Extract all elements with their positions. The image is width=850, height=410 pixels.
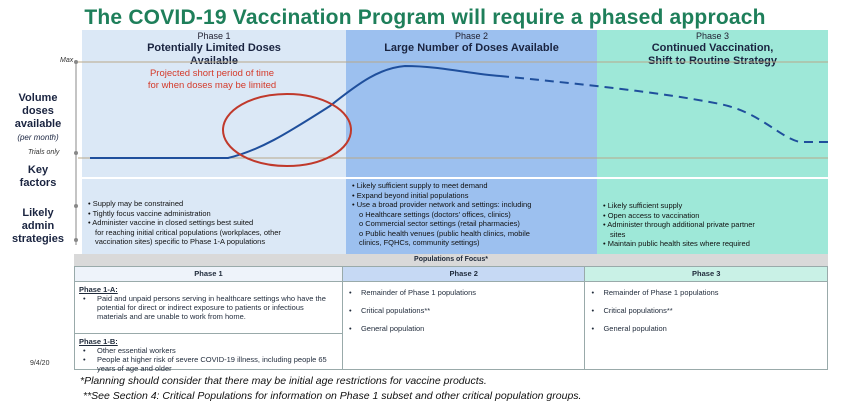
projection-note bbox=[112, 68, 312, 92]
phase-1-heading-line1: Potentially Limited Doses bbox=[147, 42, 281, 54]
pop-col-phase-3: Phase 3 bbox=[585, 267, 828, 282]
supply-curve-dashed bbox=[500, 76, 828, 142]
projection-note-line2: for when doses may be limited bbox=[147, 80, 277, 91]
phase-1b-item-1: • Other essential workers bbox=[79, 346, 336, 355]
phase-1-strategy-1: • Supply may be constrained bbox=[88, 199, 184, 208]
phase-1b-title: Phase 1-B: bbox=[79, 337, 118, 346]
phase-3-strategy-5: • Maintain public health sites where required bbox=[603, 239, 750, 248]
axis-max-label: Max bbox=[60, 57, 74, 64]
phase-1-strategy-2: • Tightly focus vaccine administration bbox=[88, 208, 211, 218]
phase-2-label: Phase 2 bbox=[454, 31, 489, 41]
phase-3-strategies bbox=[603, 201, 755, 249]
populations-header-row bbox=[75, 267, 828, 282]
pop-phase-2-cell bbox=[342, 282, 585, 370]
key-factors-label bbox=[6, 164, 70, 190]
axis-dot-max bbox=[74, 60, 78, 64]
phase-3-strategy-1: • Likely sufficient supply bbox=[603, 201, 683, 210]
volume-label bbox=[6, 92, 70, 144]
phase-2-pop-2: • Critical populations** bbox=[361, 306, 581, 315]
phase-1b-block bbox=[75, 334, 342, 373]
axis-trials-label: Trials only bbox=[28, 149, 60, 156]
phase-2-strategies bbox=[352, 181, 531, 248]
admin-strategies-label bbox=[6, 207, 70, 246]
phase-1-label: Phase 1 bbox=[197, 31, 231, 41]
key-factors-line2: factors bbox=[19, 177, 57, 189]
axis-dot-admin bbox=[74, 238, 78, 242]
phase-1-strategies bbox=[88, 199, 281, 247]
axis-dot-key bbox=[74, 204, 78, 208]
populations-body-row bbox=[75, 282, 828, 370]
phase-2-heading-line1: Large Number of Doses Available bbox=[384, 42, 559, 54]
phase-1-strategy-3: • Administer vaccine in closed settings best suited bbox=[88, 218, 254, 227]
phase-2-strategy-2: • Expand beyond initial populations bbox=[352, 190, 469, 200]
pop-col-phase-2: Phase 2 bbox=[342, 267, 585, 282]
phase-3-strategy-2: • Open access to vaccination bbox=[603, 210, 700, 220]
volume-label-line2: doses bbox=[22, 105, 54, 117]
footnote-2: **See Section 4: Critical Populations for information on Phase 1 subset and other critical population groups. bbox=[83, 390, 582, 402]
page-title: The COVID-19 Vaccination Program will require a phased approach bbox=[84, 6, 766, 29]
footnote-1: *Planning should consider that there may be initial age restrictions for vaccine products. bbox=[80, 375, 487, 387]
phase-3-strategy-3: • Administer through additional private partner bbox=[603, 220, 755, 229]
axis-dot-trials bbox=[74, 151, 78, 155]
limited-doses-circle bbox=[223, 94, 351, 166]
phase-1a-title: Phase 1-A: bbox=[79, 285, 118, 294]
phase-1a-block bbox=[75, 282, 342, 334]
phase-3-heading-line1: Continued Vaccination, bbox=[651, 42, 774, 54]
phase-2-strategy-7: clinics, FQHCs, community settings) bbox=[359, 238, 480, 247]
phase-1-strategy-5: vaccination sites) specific to Phase 1-A populations bbox=[95, 237, 266, 246]
phase-3-pop-2: • Critical populations** bbox=[603, 306, 823, 315]
admin-label-line3: strategies bbox=[12, 233, 64, 245]
phase-3-heading-line2: Shift to Routine Strategy bbox=[648, 55, 777, 67]
volume-sublabel: (per month) bbox=[17, 133, 59, 142]
phase-3-pop-3: • General population bbox=[603, 324, 823, 333]
populations-header: Populations of Focus* bbox=[74, 254, 828, 266]
phase-2-strategy-5: o Commercial sector settings (retail pharmacies) bbox=[359, 219, 520, 228]
date-label: 9/4/20 bbox=[30, 360, 50, 367]
populations-table bbox=[74, 266, 828, 373]
phase-3-pop-1: • Remainder of Phase 1 populations bbox=[603, 288, 823, 297]
volume-label-line1: Volume bbox=[18, 92, 58, 104]
projection-note-line1: Projected short period of time bbox=[149, 68, 275, 79]
phase-2-strategy-6: o Public health venues (public health clinics, mobile bbox=[359, 228, 530, 238]
pop-phase-1-cell bbox=[75, 282, 343, 373]
phase-2-strategy-1: • Likely sufficient supply to meet demand bbox=[352, 181, 488, 190]
key-factors-line1: Key bbox=[27, 164, 49, 176]
admin-label-line1: Likely bbox=[22, 207, 54, 219]
phase-3-label: Phase 3 bbox=[695, 31, 730, 41]
admin-label-line2: admin bbox=[21, 220, 55, 232]
phase-2-pop-1: • Remainder of Phase 1 populations bbox=[361, 288, 581, 297]
phase-1a-item: • Paid and unpaid persons serving in healthcare settings who have the potential for direct or indirect exposure to patients or infectious materials and are unable to work from home. bbox=[79, 294, 336, 321]
phase-1b-item-2: • People at higher risk of severe COVID-19 illness, including people 65 years of age and older bbox=[79, 355, 336, 373]
phase-1-heading-line2: Available bbox=[190, 55, 238, 67]
phase-2-pop-3: • General population bbox=[361, 324, 581, 333]
volume-label-line3: available bbox=[14, 118, 62, 130]
phase-3-strategy-4: sites bbox=[610, 229, 626, 239]
phase-2-strategy-4: o Healthcare settings (doctors' offices, clinics) bbox=[359, 209, 511, 219]
pop-phase-3-cell bbox=[585, 282, 828, 370]
pop-col-phase-1: Phase 1 bbox=[75, 267, 343, 282]
phase-1-strategy-4: for reaching initial critical populations (workplaces, other bbox=[95, 227, 281, 237]
phase-2-strategy-3: • Use a broad provider network and settings: including bbox=[352, 200, 532, 209]
